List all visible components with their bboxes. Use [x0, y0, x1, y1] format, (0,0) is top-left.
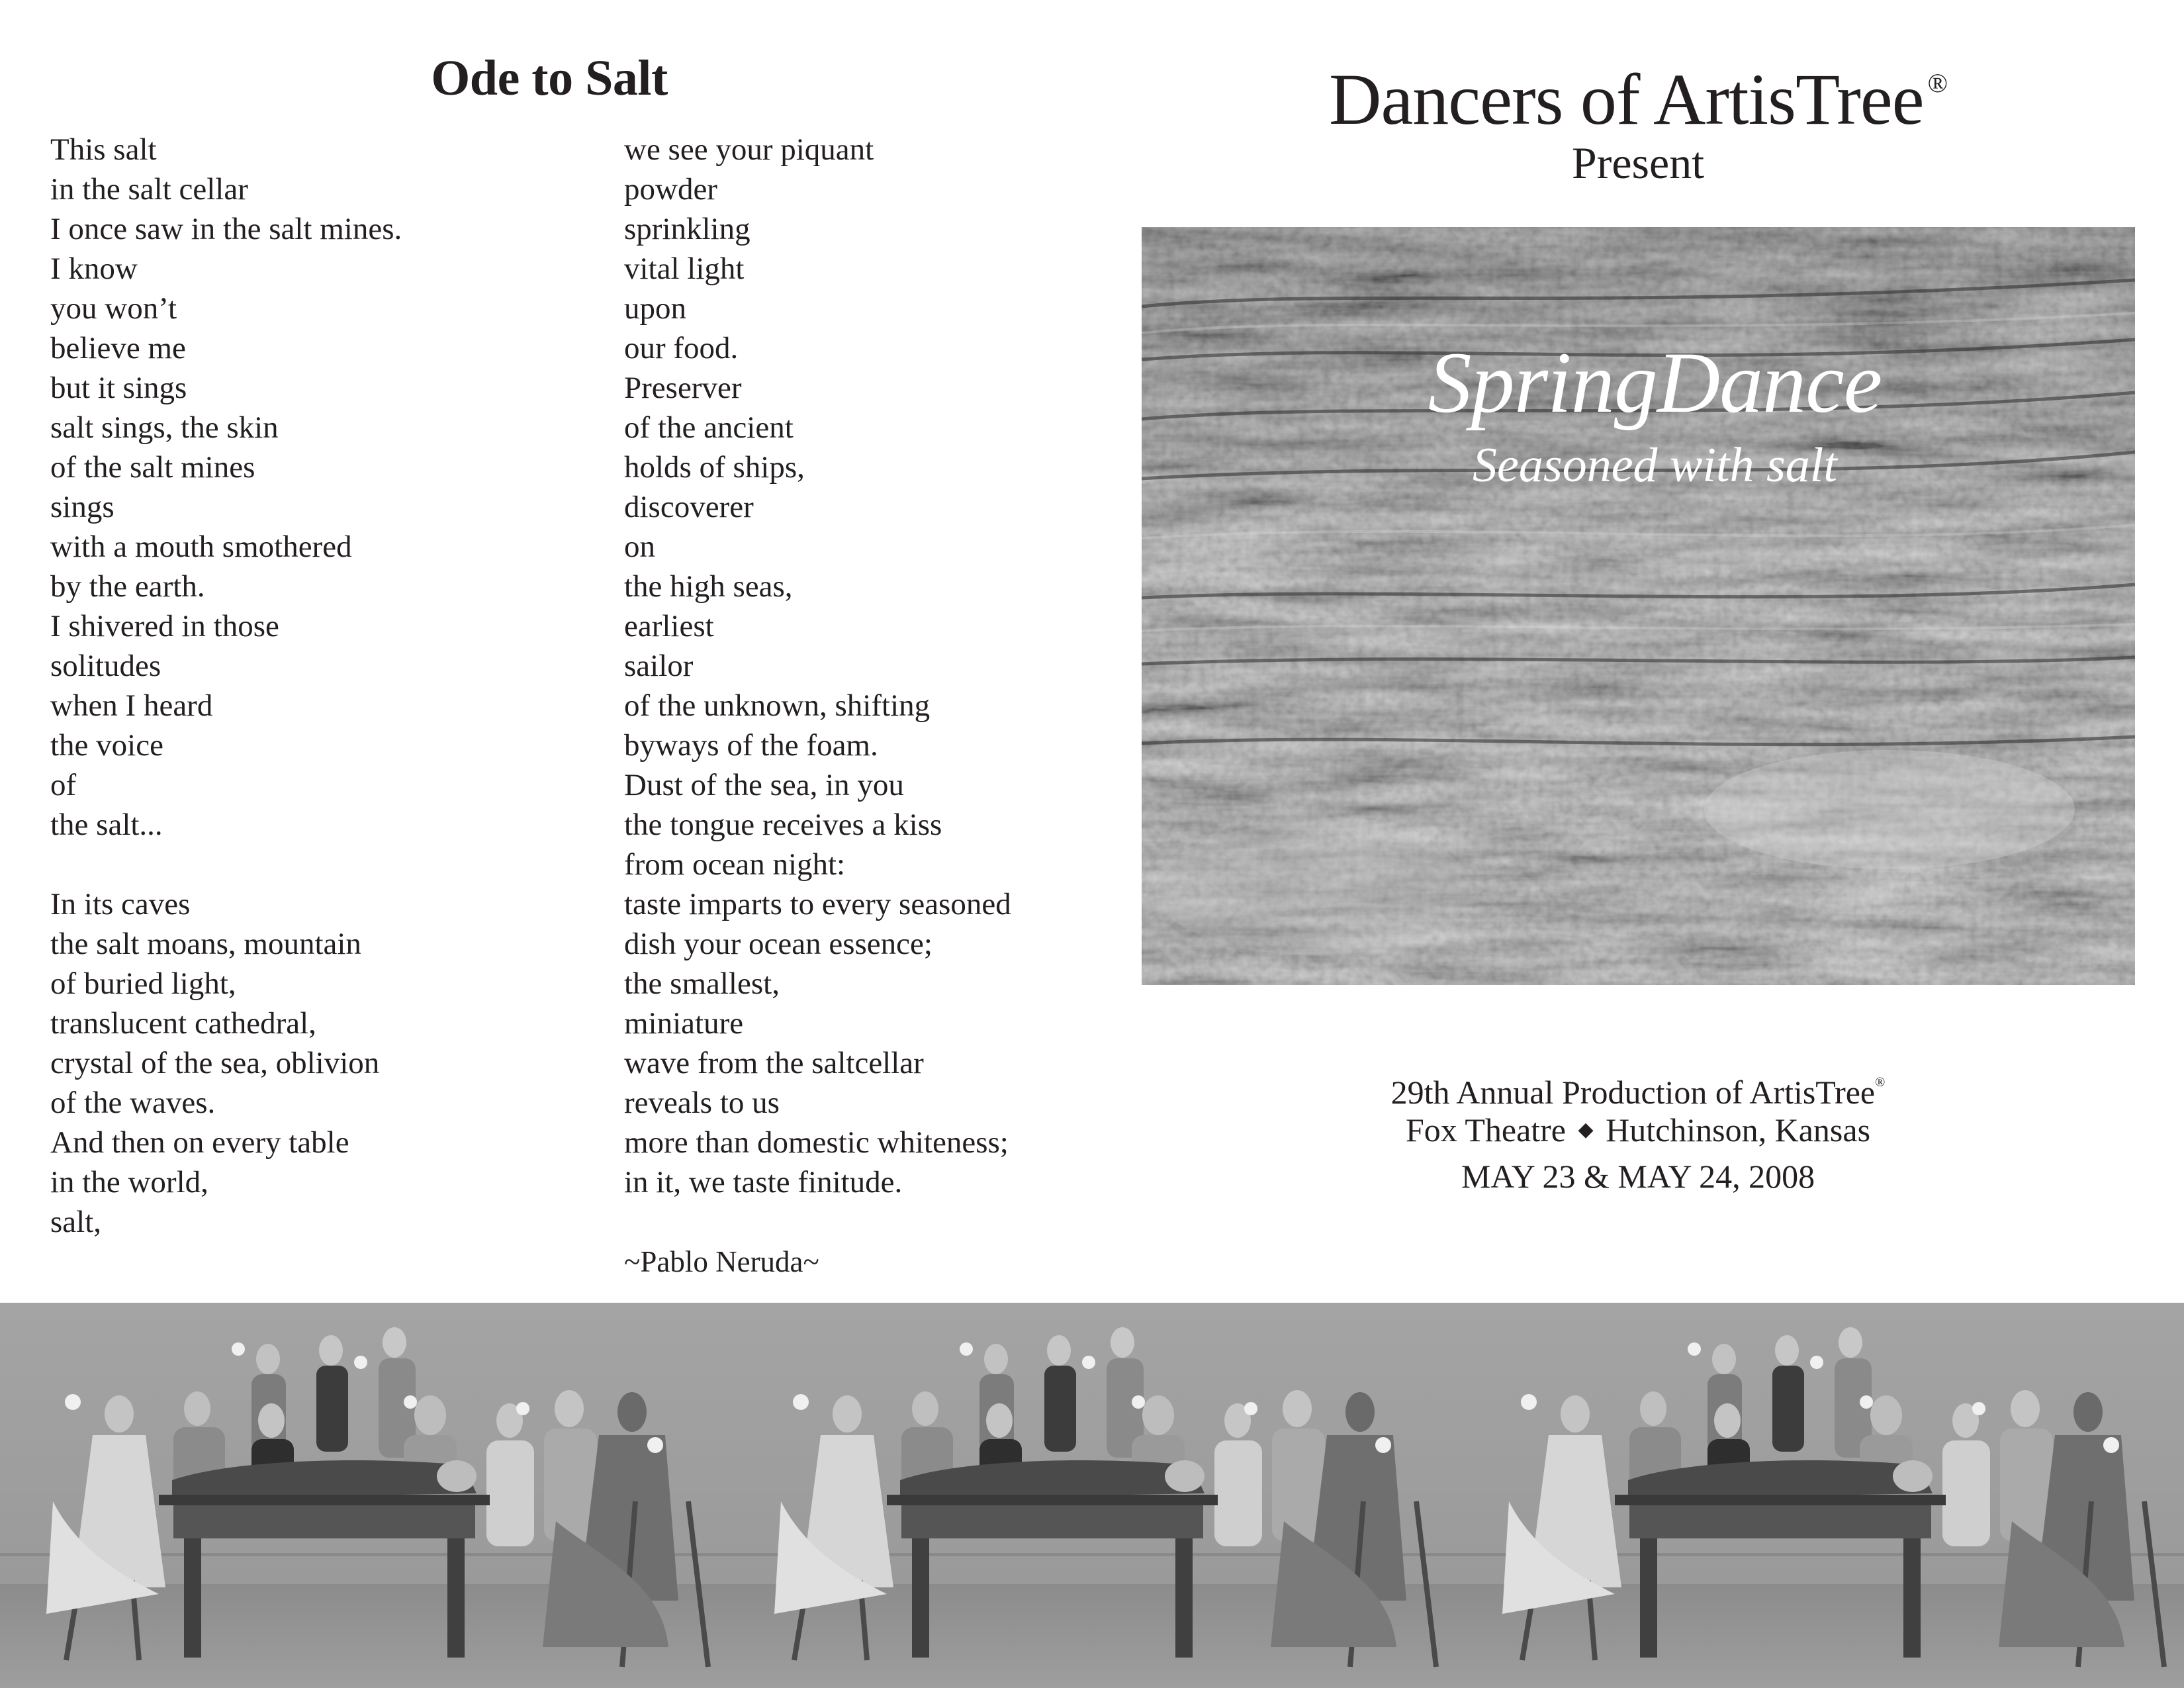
poem-line: solitudes	[50, 649, 161, 683]
poem-line: salt,	[50, 1205, 102, 1239]
poem-attribution: ~Pablo Neruda~	[624, 1245, 819, 1278]
poem-line: crystal of the sea, oblivion	[50, 1046, 380, 1080]
dancers-photo-panel	[0, 1303, 728, 1688]
poem-line: the smallest,	[624, 966, 780, 1001]
poem-line: sprinkling	[624, 212, 751, 246]
poem-line: discoverer	[624, 490, 754, 524]
show-subtitle: Seasoned with salt	[1473, 438, 1837, 492]
poem-line: the salt...	[50, 808, 163, 842]
production-info	[1138, 1059, 2138, 1200]
poem-line: Dust of the sea, in you	[624, 768, 904, 802]
poem-line: we see your piquant	[624, 132, 874, 167]
poem-line: when I heard	[50, 688, 213, 723]
venue-line	[1138, 1106, 2138, 1153]
poem-line: of buried light,	[50, 966, 236, 1001]
venue-location: Hutchinson, Kansas	[1606, 1111, 1871, 1149]
poem-line: but it sings	[50, 371, 187, 405]
poem-column-1	[50, 130, 402, 1242]
poem-line: This salt	[50, 132, 157, 167]
production-line	[1138, 1059, 2138, 1111]
registered-mark: ®	[1927, 68, 1947, 98]
poem-line: sailor	[624, 649, 694, 683]
diamond-separator-icon: ◆	[1578, 1119, 1594, 1141]
poem-line: reveals to us	[624, 1086, 780, 1120]
dancers-photo-panel	[728, 1303, 1456, 1688]
poem-line: of the salt mines	[50, 450, 255, 485]
poem-line: byways of the foam.	[624, 728, 878, 763]
poem-line: more than domestic whiteness;	[624, 1125, 1009, 1160]
poem-line: holds of ships,	[624, 450, 805, 485]
poem-line: the tongue receives a kiss	[624, 808, 942, 842]
poem-line: I shivered in those	[50, 609, 279, 643]
poem-line: salt sings, the skin	[50, 410, 279, 445]
poem-line: I once saw in the salt mines.	[50, 212, 402, 246]
poem-line: with a mouth smothered	[50, 530, 352, 564]
venue-name: Fox Theatre	[1405, 1111, 1567, 1149]
dancers-photo-graphic	[0, 1303, 728, 1688]
poem-line: in the salt cellar	[50, 172, 248, 207]
poem-line: the salt moans, mountain	[50, 927, 361, 961]
poem-line: our food.	[624, 331, 739, 365]
production-title: 29th Annual Production of ArtisTree	[1390, 1074, 1876, 1111]
poem-line: the high seas,	[624, 569, 793, 604]
dancers-photo-graphic	[1456, 1303, 2184, 1688]
poem-line: of the ancient	[624, 410, 794, 445]
poem-column-2	[624, 130, 1011, 1202]
performance-dates: MAY 23 & MAY 24, 2008	[1461, 1158, 1815, 1195]
poem-line: vital light	[624, 252, 745, 286]
poem-line: the voice	[50, 728, 163, 763]
poem-line: powder	[624, 172, 717, 207]
poem-line: on	[624, 530, 655, 564]
poem-line: dish your ocean essence;	[624, 927, 933, 961]
poem-line: from ocean night:	[624, 847, 846, 882]
poem-line: in it, we taste finitude.	[624, 1165, 903, 1199]
present-label: Present	[1571, 138, 1705, 188]
registered-mark: ®	[1875, 1075, 1886, 1090]
poem-line: believe me	[50, 331, 186, 365]
poem-line: wave from the saltcellar	[624, 1046, 924, 1080]
poem-title: Ode to Salt	[431, 50, 668, 106]
poem-line: of the unknown, shifting	[624, 688, 931, 723]
dancers-photo-panel	[1456, 1303, 2184, 1688]
poem-line: translucent cathedral,	[50, 1006, 316, 1041]
poem-line: miniature	[624, 1006, 744, 1041]
poem-line: of the waves.	[50, 1086, 216, 1120]
company-name: Dancers of ArtisTree	[1329, 59, 1924, 140]
show-title: SpringDance	[1428, 334, 1882, 431]
poem-line: In its caves	[50, 887, 191, 921]
poem-line: taste imparts to every seasoned	[624, 887, 1011, 921]
poem-line: Preserver	[624, 371, 742, 405]
poem-line: sings	[50, 490, 114, 524]
company-title	[1138, 44, 2138, 139]
poem-line: in the world,	[50, 1165, 208, 1199]
dancers-photo-graphic	[728, 1303, 1456, 1688]
poem-line: by the earth.	[50, 569, 205, 604]
poem-line: upon	[624, 291, 686, 326]
poem-line: you won’t	[50, 291, 177, 326]
poem-line: I know	[50, 252, 138, 286]
poem-line: And then on every table	[50, 1125, 349, 1160]
poem-line: of	[50, 768, 77, 802]
dancers-photo-strip	[0, 1303, 2184, 1688]
hero-rock-image	[1142, 227, 2135, 985]
poem-line: earliest	[624, 609, 714, 643]
poem-line	[50, 845, 402, 884]
